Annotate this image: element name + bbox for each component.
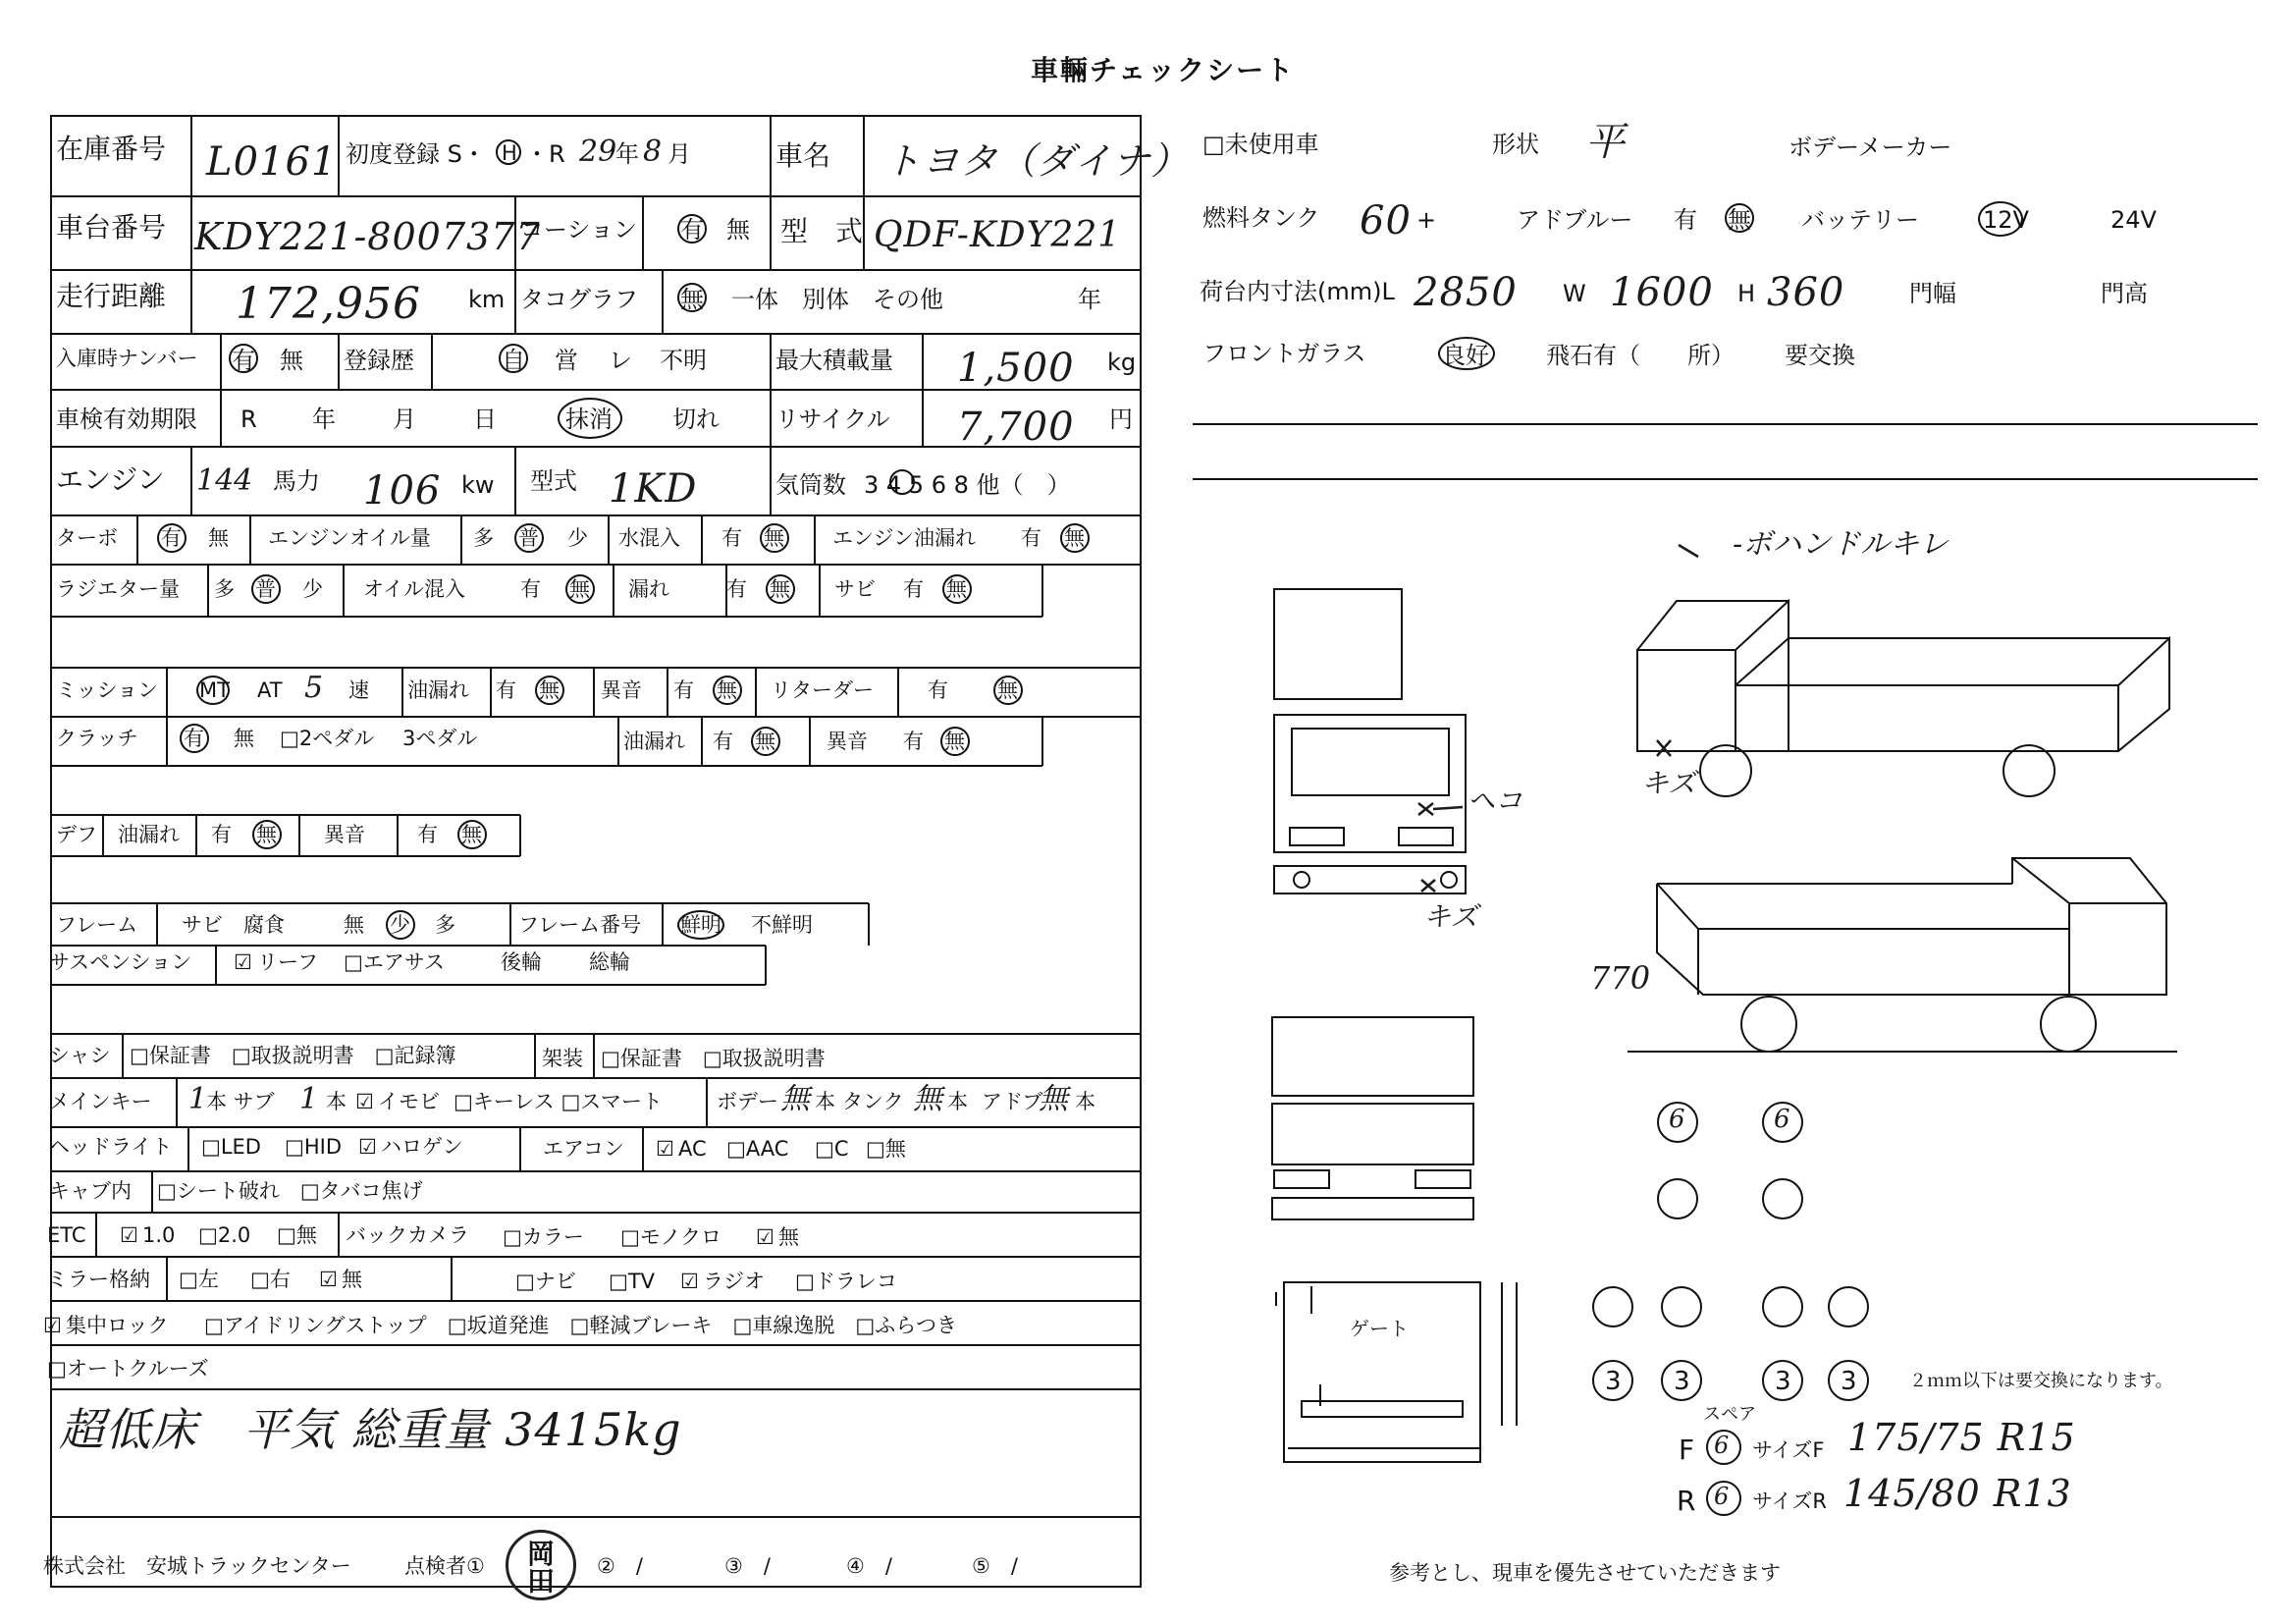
ac-check: ☑ <box>656 1137 674 1161</box>
chassis-label: 車台番号 <box>56 211 167 244</box>
adblue-key-unit: 本 <box>1075 1090 1095 1113</box>
body-key-label: ボデー <box>717 1090 778 1113</box>
fuel-tank-value: 60 <box>1360 198 1412 244</box>
body-docs-options: □保証書 □取扱説明書 <box>601 1047 826 1070</box>
inspection-r: R <box>240 406 257 433</box>
mirror-none-check: ☑ <box>319 1268 338 1291</box>
adblue-key-label: アドブ <box>982 1090 1043 1113</box>
tire-mid-right <box>1762 1178 1803 1219</box>
retarder-no: 無 <box>997 678 1018 702</box>
dimension-770: 770 <box>1590 959 1651 997</box>
model-label: 型 式 <box>780 215 864 247</box>
bed-size-label: 荷台内寸法(mm)L <box>1200 278 1395 305</box>
etc-20: □2.0 <box>198 1223 251 1247</box>
frame-no-label: フレーム番号 <box>518 913 642 937</box>
radio-check: ☑ <box>680 1270 699 1293</box>
oil-mix-yes: 有 <box>520 577 541 601</box>
recycle-label: リサイクル <box>775 406 890 433</box>
inspector-label: 点検者① <box>404 1554 485 1578</box>
suspension-leaf: リーフ <box>257 950 318 974</box>
radiator-leak-yes: 有 <box>726 577 747 601</box>
bed-width: 1600 <box>1610 270 1714 315</box>
first-reg-era: H <box>502 141 517 165</box>
central-lock: 集中ロック <box>66 1314 169 1337</box>
mission-at: AT <box>257 678 283 702</box>
clutch-no: 無 <box>234 727 254 750</box>
main-key-count: 1 <box>188 1082 208 1116</box>
company-name: 株式会社 安城トラックセンター <box>43 1554 351 1578</box>
keyless-options: □キーレス □スマート <box>454 1090 663 1113</box>
retarder-label: リターダー <box>771 678 874 702</box>
mission-mt: MT <box>199 678 230 702</box>
windshield-good: 良好 <box>1442 342 1489 369</box>
chassis-docs-options: □保証書 □取扱説明書 □記録簿 <box>130 1044 456 1067</box>
radiator-leak-no: 無 <box>770 577 790 601</box>
backcam-label: バックカメラ <box>346 1223 469 1247</box>
gate-label: ゲート <box>1350 1317 1409 1340</box>
inspection-day: 日 <box>473 406 497 433</box>
dashcam: □ドラレコ <box>795 1270 897 1293</box>
plate-yes: 有 <box>232 347 255 374</box>
radiator-rust-no: 無 <box>946 577 967 601</box>
radiator-low: 少 <box>302 577 323 601</box>
unused-vehicle: □未使用車 <box>1202 131 1319 158</box>
backcam-none-check: ☑ <box>756 1225 774 1249</box>
suspension-all: 総輪 <box>589 950 630 974</box>
battery-label: バッテリー <box>1801 206 1919 234</box>
immobi: イモビ <box>378 1090 440 1113</box>
adblue-no: 無 <box>1728 206 1751 234</box>
oil-normal: 普 <box>518 526 539 550</box>
reg-own: 自 <box>502 347 525 374</box>
stock-no-label: 在庫番号 <box>56 133 167 165</box>
clutch-noise-yes: 有 <box>903 730 924 753</box>
mirror-left: □左 <box>179 1268 219 1291</box>
battery-12v: 12V <box>1983 206 2029 234</box>
plate-label: 入庫時ナンバー <box>56 347 198 370</box>
inspection-expired: 切れ <box>672 406 720 433</box>
engine-model-value: 1KD <box>609 466 698 512</box>
tire-rear-1 <box>1592 1286 1633 1327</box>
caution-yes: 有 <box>680 216 704 244</box>
payload-unit: kg <box>1107 349 1137 376</box>
etc-10-check: ☑ <box>120 1223 138 1247</box>
engine-leak-label: エンジン油漏れ <box>832 526 976 550</box>
spare-f-value: 6 <box>1714 1432 1730 1459</box>
inspector-5: ⑤ / <box>972 1554 1018 1578</box>
clutch-noise-label: 異音 <box>827 730 868 753</box>
diff-noise-no: 無 <box>461 823 482 846</box>
diff-leak-no: 無 <box>256 823 277 846</box>
headlight-hid: □HID <box>285 1135 342 1159</box>
clutch-leak-yes: 有 <box>713 730 733 753</box>
payload-label: 最大積載量 <box>775 347 893 374</box>
tank-key-label: タンク <box>842 1090 904 1113</box>
power-kw-unit: kw <box>461 471 495 499</box>
body-key-unit: 本 <box>815 1090 835 1113</box>
reg-biz: 営 <box>555 347 578 374</box>
first-reg-r: ・R <box>525 140 565 168</box>
oil-mix-no: 無 <box>569 577 590 601</box>
tire-three-3-value: 3 <box>1775 1367 1791 1396</box>
model-value: QDF-KDY221 <box>874 215 1122 255</box>
inspection-label: 車検有効期限 <box>56 406 197 433</box>
inspector-4: ④ / <box>846 1554 892 1578</box>
tv: □TV <box>609 1270 656 1293</box>
mileage-value: 172,956 <box>236 279 421 329</box>
sub-key-count: 1 <box>299 1082 319 1116</box>
mission-label: ミッション <box>56 678 159 702</box>
oil-many: 多 <box>473 526 494 550</box>
mission-noise-label: 異音 <box>601 678 642 702</box>
recycle-unit: 円 <box>1109 406 1133 433</box>
clutch-yes: 有 <box>184 727 204 750</box>
headlight-label: ヘッドライト <box>49 1135 173 1159</box>
remarks-handwritten: 超低床 平気 総重量 3415kg <box>59 1403 682 1456</box>
mission-noise-yes: 有 <box>673 678 694 702</box>
engine-horsepower: 144 <box>196 463 253 498</box>
fuel-tank-plus: + <box>1416 206 1437 234</box>
aircon-none: □無 <box>866 1137 906 1161</box>
diff-noise-yes: 有 <box>417 823 438 846</box>
dent-note: ヘコ <box>1468 785 1523 817</box>
oil-low: 少 <box>567 526 588 550</box>
power-kw-value: 106 <box>363 468 442 514</box>
turbo-yes: 有 <box>161 526 182 550</box>
size-r-label: サイズR <box>1752 1489 1827 1513</box>
main-key-label: メインキー <box>49 1090 152 1113</box>
radiator-rust-yes: 有 <box>903 577 924 601</box>
suspension-label: サスペンション <box>49 950 192 974</box>
shape-value: 平 <box>1585 120 1626 165</box>
windshield-replace: 要交換 <box>1785 342 1855 369</box>
stock-no-value: L0161 <box>206 139 338 185</box>
adblue-label: アドブルー <box>1517 206 1633 234</box>
inspector-2: ② / <box>597 1554 643 1578</box>
radiator-label: ラジエター量 <box>56 577 180 601</box>
headlight-led: □LED <box>201 1135 261 1159</box>
headlight-halogen: ハロゲン <box>381 1135 463 1159</box>
halogen-check: ☑ <box>358 1135 377 1159</box>
frame-none: 無 <box>344 913 364 937</box>
plate-no: 無 <box>280 347 303 374</box>
chassis-docs-label: シャシ <box>49 1044 111 1067</box>
tire-rear-2 <box>1661 1286 1702 1327</box>
backcam-none: 無 <box>778 1225 799 1249</box>
backcam-color: □カラー <box>503 1225 584 1249</box>
door-width-label: 門幅 <box>1909 280 1956 307</box>
tire-front-left-value: 6 <box>1669 1105 1685 1134</box>
etc-none: □無 <box>277 1223 317 1247</box>
bed-width-label: W <box>1563 280 1586 307</box>
reg-history-label: 登録歴 <box>344 347 414 374</box>
diff-leak-label: 油漏れ <box>118 823 180 846</box>
tire-three-4-value: 3 <box>1841 1367 1857 1396</box>
door-height-label: 門高 <box>2101 280 2148 307</box>
engine-label: エンジン <box>56 463 165 496</box>
engine-model-label: 型式 <box>530 467 577 495</box>
reg-unknown: 不明 <box>660 347 707 374</box>
battery-24v: 24V <box>2110 206 2157 234</box>
shape-label: 形状 <box>1492 131 1539 158</box>
note-handle-cut: -ボハンドルキレ <box>1733 527 1949 562</box>
mission-leak-label: 油漏れ <box>407 678 469 702</box>
mirror-none: 無 <box>342 1268 362 1291</box>
central-lock-check: ☑ <box>43 1314 62 1337</box>
spare-label: スペア <box>1703 1404 1756 1425</box>
recycle-value: 7,700 <box>957 405 1075 450</box>
backcam-mono: □モノクロ <box>620 1225 722 1249</box>
aircon-aac: □AAC <box>726 1137 789 1161</box>
spare-f-label: F <box>1679 1434 1695 1466</box>
frame-rust-label: サビ 腐食 <box>182 913 285 937</box>
mission-leak-no: 無 <box>539 678 560 702</box>
tank-key-none: 無 <box>913 1082 942 1116</box>
tacho-none: 無 <box>680 286 704 313</box>
tacho-label: タコグラフ <box>520 286 638 313</box>
caution-label: コーション <box>520 216 638 244</box>
oil-mix-label: オイル混入 <box>363 577 465 601</box>
fuel-tank-label: 燃料タンク <box>1202 204 1320 232</box>
first-reg-year: 29 <box>579 135 617 169</box>
page-title: 車輛チェックシート <box>1031 54 1296 86</box>
adblue-yes: 有 <box>1674 206 1697 234</box>
cab-label: キャブ内 <box>49 1179 132 1203</box>
inspection-month: 月 <box>393 406 416 433</box>
scratch-note-1: キズ <box>1641 767 1696 799</box>
suspension-air: □エアサス <box>344 950 446 974</box>
etc-10: 1.0 <box>142 1223 176 1247</box>
spare-r-value: 6 <box>1714 1483 1730 1510</box>
frame-many: 多 <box>435 913 455 937</box>
clutch-label: クラッチ <box>56 727 138 750</box>
diff-label: デフ <box>56 823 97 846</box>
tire-rear-3 <box>1762 1286 1803 1327</box>
frame-few: 少 <box>390 913 410 937</box>
water-yes: 有 <box>721 526 742 550</box>
mission-speed-unit: 速 <box>348 678 369 702</box>
tire-three-1-value: 3 <box>1605 1367 1622 1396</box>
caution-no: 無 <box>726 216 750 244</box>
clutch-leak-no: 無 <box>755 730 775 753</box>
radiator-rust-label: サビ <box>834 577 876 601</box>
frame-label: フレーム <box>56 913 138 937</box>
tire-three-2-value: 3 <box>1674 1367 1690 1396</box>
suspension-leaf-check: ☑ <box>234 950 252 974</box>
body-key-none: 無 <box>780 1082 810 1116</box>
bed-length: 2850 <box>1414 270 1518 315</box>
retarder-yes: 有 <box>928 678 948 702</box>
water-no: 無 <box>764 526 784 550</box>
inspection-year: 年 <box>312 406 336 433</box>
tire-front-right-value: 6 <box>1774 1105 1790 1134</box>
turbo-no: 無 <box>208 526 229 550</box>
first-reg-label: 初度登録 S・ <box>346 140 486 168</box>
reg-rent: レ <box>609 347 632 374</box>
windshield-label: フロントガラス <box>1202 340 1366 367</box>
engine-leak-yes: 有 <box>1021 526 1041 550</box>
windshield-chip: 飛石有（ 所） <box>1546 342 1735 369</box>
chassis-value: KDY221-8007377 <box>194 215 541 258</box>
navi: □ナビ <box>515 1270 576 1293</box>
inspection-erased: 抹消 <box>565 406 613 433</box>
turbo-label: ターボ <box>56 526 118 550</box>
tank-key-unit: 本 <box>947 1090 968 1113</box>
payload-value: 1,500 <box>957 346 1075 391</box>
inspector-stamp-text: 岡田 <box>526 1538 555 1597</box>
sub-key-unit: 本 <box>326 1090 347 1113</box>
radiator-many: 多 <box>214 577 235 601</box>
radiator-normal: 普 <box>255 577 276 601</box>
year-unit: 年 <box>615 140 639 168</box>
body-docs-label: 架装 <box>542 1047 583 1070</box>
mirror-label: ミラー格納 <box>47 1268 150 1291</box>
suspension-rear: 後輪 <box>501 950 542 974</box>
size-r-value: 145/80 R13 <box>1843 1472 2072 1515</box>
clutch-2pedal: □2ペダル <box>280 727 375 750</box>
tire-rear-4 <box>1828 1286 1869 1327</box>
etc-label: ETC <box>47 1223 86 1247</box>
inspector-3: ③ / <box>724 1554 771 1578</box>
mission-noise-no: 無 <box>717 678 737 702</box>
size-f-value: 175/75 R15 <box>1847 1416 2076 1459</box>
clutch-noise-no: 無 <box>944 730 965 753</box>
cylinder-label: 気筒数 <box>775 471 846 499</box>
oil-level-label: エンジンオイル量 <box>268 526 431 550</box>
auto-cruise: □オートクルーズ <box>47 1357 209 1380</box>
inspector-stamp <box>506 1530 576 1600</box>
adblue-key-none: 無 <box>1039 1082 1068 1116</box>
bed-height: 360 <box>1767 270 1845 315</box>
main-key-unit: 本 サブ <box>206 1090 275 1113</box>
mission-speed-value: 5 <box>304 671 324 705</box>
mileage-label: 走行距離 <box>56 280 167 312</box>
water-mix-label: 水混入 <box>618 526 680 550</box>
cab-options: □シート破れ □タバコ焦げ <box>157 1179 423 1203</box>
scratch-note-2: キズ <box>1423 900 1478 933</box>
car-name-value: トヨタ（ダイナ） <box>883 139 1190 183</box>
tire-note: ２ｍｍ以下は要交換になります。 <box>1909 1371 2173 1391</box>
frame-unclear: 不鮮明 <box>751 913 813 937</box>
aircon-ac: AC <box>678 1137 707 1161</box>
bed-height-label: H <box>1737 280 1756 307</box>
radiator-leak-label: 漏れ <box>628 577 669 601</box>
mileage-unit: km <box>468 286 506 313</box>
power-label: 馬力 <box>273 467 320 495</box>
clutch-3pedal: 3ペダル <box>402 727 478 750</box>
diff-noise-label: 異音 <box>324 823 365 846</box>
tire-mid-left <box>1657 1178 1698 1219</box>
tacho-options: 一体 別体 その他 <box>731 286 943 313</box>
car-name-label: 車名 <box>775 139 831 172</box>
aircon-label: エアコン <box>543 1137 624 1161</box>
immobi-check: ☑ <box>355 1090 374 1113</box>
radio: ラジオ <box>703 1270 765 1293</box>
diff-leak-yes: 有 <box>211 823 232 846</box>
mission-leak-yes: 有 <box>496 678 516 702</box>
disclaimer: 参考とし、現車を優先させていただきます <box>1389 1561 1781 1585</box>
spare-r-label: R <box>1677 1485 1696 1517</box>
cylinder-options: 3 4 5 6 8 他（ ） <box>864 471 1071 499</box>
mirror-right: □右 <box>250 1268 291 1291</box>
first-reg-month: 8 <box>643 135 663 169</box>
month-unit: 月 <box>667 140 691 168</box>
aircon-c: □C <box>815 1137 849 1161</box>
body-maker-label: ボデーメーカー <box>1789 134 1952 161</box>
clutch-leak-label: 油漏れ <box>623 730 685 753</box>
safety-options: □アイドリングストップ □坂道発進 □軽減ブレーキ □車線逸脱 □ふらつき <box>204 1314 958 1337</box>
engine-leak-no: 無 <box>1064 526 1085 550</box>
frame-clear: 鮮明 <box>680 913 721 937</box>
tacho-year: 年 <box>1078 286 1101 313</box>
size-f-label: サイズF <box>1752 1438 1825 1462</box>
